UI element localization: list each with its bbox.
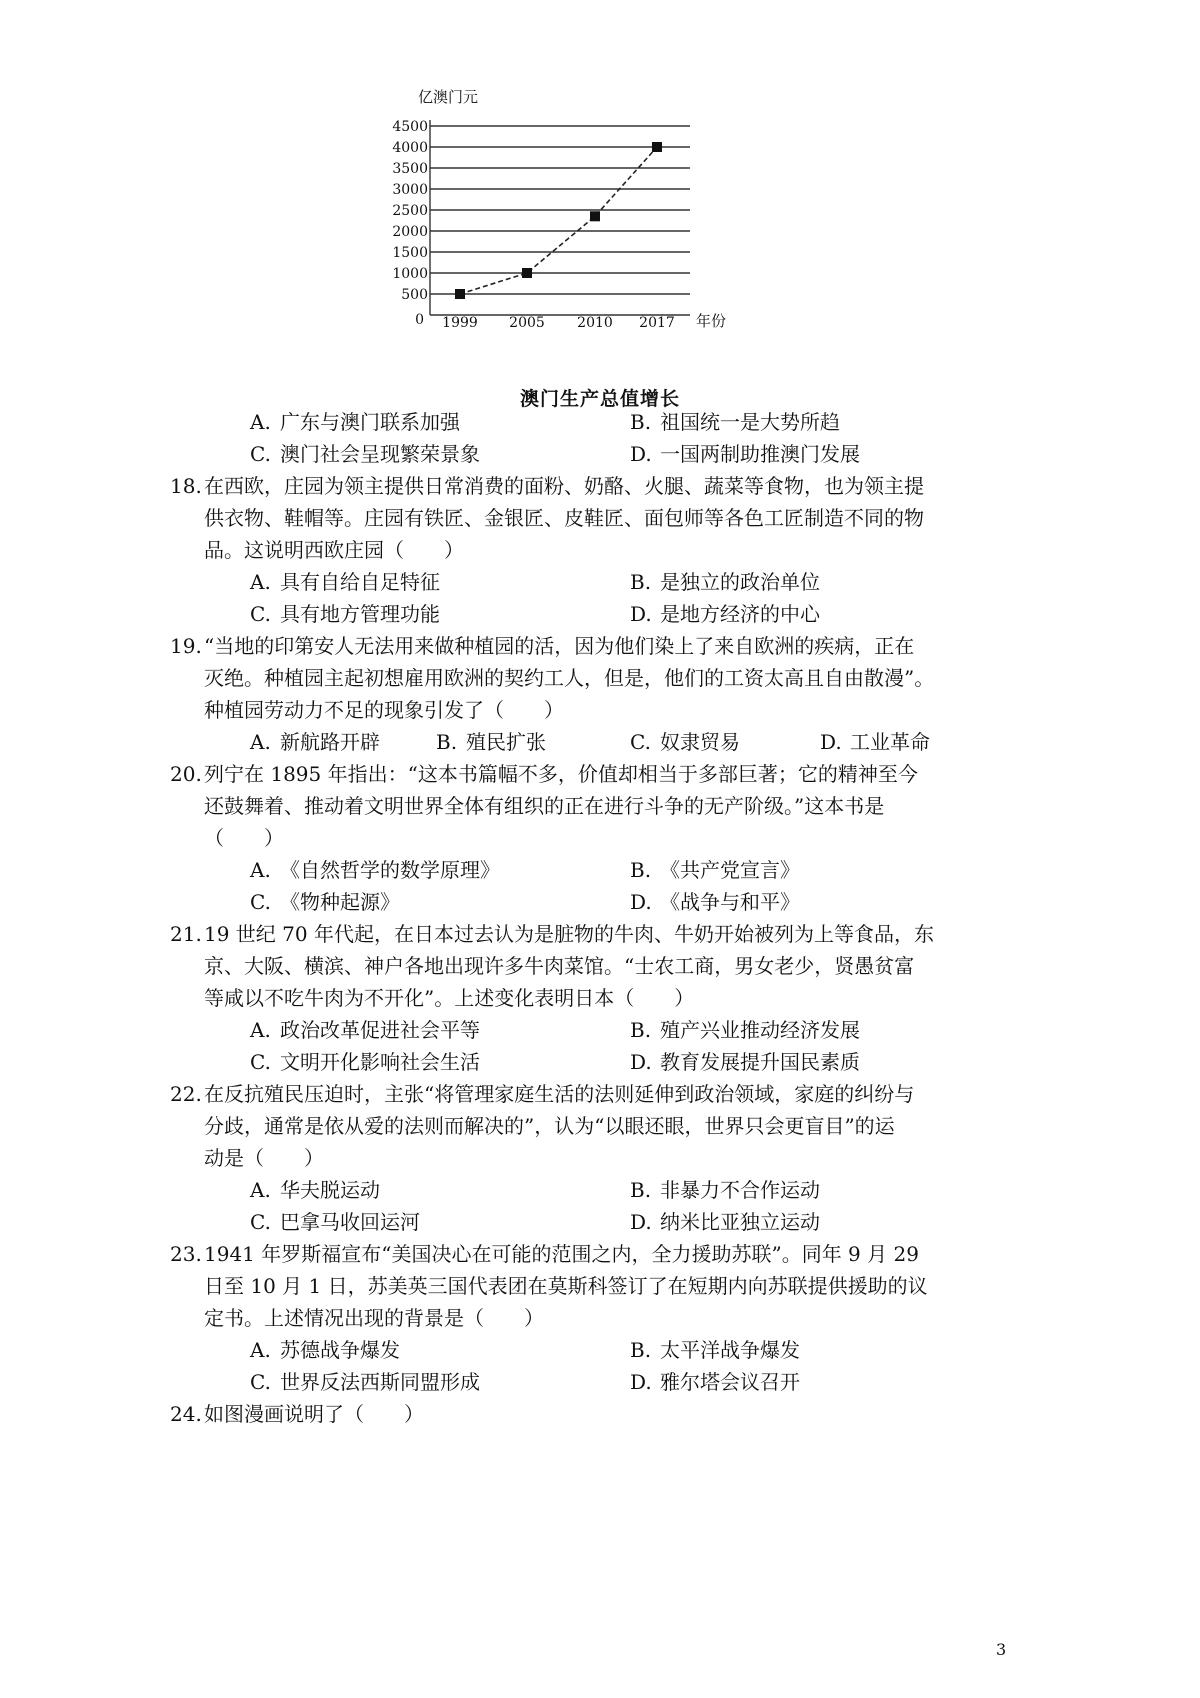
series-line	[460, 147, 657, 294]
q17-option-a: A. 广东与澳门联系加强	[250, 410, 460, 434]
y-tick-label-2500: 2500	[392, 203, 428, 219]
q17-option-c: C. 澳门社会呈现繁荣景象	[250, 442, 480, 466]
x-axis-label: 年份	[696, 312, 727, 330]
y-tick-label-3500: 3500	[392, 161, 428, 177]
question-number: 20.	[170, 762, 202, 786]
data-point-2010	[590, 211, 600, 221]
q21-option-c: C. 文明开化影响社会生活	[250, 1050, 480, 1074]
x-tick-label-1999: 1999	[442, 315, 478, 331]
y-tick-label-1500: 1500	[392, 245, 428, 261]
q23-option-a: A. 苏德战争爆发	[250, 1338, 400, 1362]
q23-option-c: C. 世界反法西斯同盟形成	[250, 1370, 480, 1394]
y-tick-label-4500: 4500	[392, 119, 428, 135]
q18-option-a: A. 具有自给自足特征	[250, 570, 440, 594]
q19-option-d: D. 工业革命	[820, 730, 930, 754]
gdp-line-chart	[392, 86, 800, 366]
q18-option-b: B. 是独立的政治单位	[630, 570, 820, 594]
q23-option-d: D. 雅尔塔会议召开	[630, 1370, 800, 1394]
y-tick-label-500: 500	[401, 287, 428, 303]
q22-option-d: D. 纳米比亚独立运动	[630, 1210, 820, 1234]
q23-option-b: B. 太平洋战争爆发	[630, 1338, 800, 1362]
question-23: 23. 1941 年罗斯福宣布“美国决心在可能的范围之内，全力援助苏联”。同年 9 月 29 日至 10 月 1 日，苏美英三国代表团在莫斯科签订了在短期内向苏联提供援助的议 定书。上述情况出现的背景是（ ）	[204, 1238, 1004, 1334]
question-20: 20. 列宁在 1895 年指出：“这本书篇幅不多，价值却相当于多部巨著；它的精神至今 还鼓舞着、推动着文明世界全体有组织的正在进行斗争的无产阶级。”这本书是 （ ）	[204, 758, 1004, 854]
chart-title: 澳门生产总值增长	[519, 388, 680, 410]
question-number: 18.	[170, 474, 202, 498]
data-point-2017	[652, 142, 662, 152]
q17-option-d: D. 一国两制助推澳门发展	[630, 442, 860, 466]
q17-option-b: B. 祖国统一是大势所趋	[630, 410, 840, 434]
question-22: 22. 在反抗殖民压迫时，主张“将管理家庭生活的法则延伸到政治领域，家庭的纠纷与 分歧，通常是依从爱的法则而解决的”，认为“以眼还眼，世界只会更盲目”的运 动是（ ）	[204, 1078, 1004, 1174]
q21-option-b: B. 殖产兴业推动经济发展	[630, 1018, 860, 1042]
question-19: 19. “当地的印第安人无法用来做种植园的活，因为他们染上了来自欧洲的疾病，正在 灭绝。种植园主起初想雇用欧洲的契约工人，但是，他们的工资太高且自由散漫”。 种植园劳动力不足的现象引发了（ ）	[204, 630, 1004, 726]
q21-option-a: A. 政治改革促进社会平等	[250, 1018, 480, 1042]
question-21: 21. 19 世纪 70 年代起，在日本过去认为是脏物的牛肉、牛奶开始被列为上等食品，东 京、大阪、横滨、神户各地出现许多牛肉菜馆。“士农工商，男女老少，贤愚贫富 等咸以不吃牛肉为不开化”。上述变化表明日本（ ）	[204, 918, 1004, 1014]
q22-option-b: B. 非暴力不合作运动	[630, 1178, 820, 1202]
data-point-1999	[455, 289, 465, 299]
question-number: 24.	[170, 1402, 202, 1426]
origin-label: 0	[415, 312, 424, 328]
page-number: 3	[996, 1640, 1007, 1659]
question-number: 22.	[170, 1082, 202, 1106]
y-tick-label-1000: 1000	[392, 266, 428, 282]
chart-svg	[392, 86, 800, 366]
question-number: 23.	[170, 1242, 202, 1266]
x-tick-label-2005: 2005	[509, 315, 545, 331]
q20-option-c: C. 《物种起源》	[250, 890, 400, 914]
y-axis-label: 亿澳门元	[418, 88, 479, 106]
q22-option-a: A. 华夫脱运动	[250, 1178, 380, 1202]
q18-option-c: C. 具有地方管理功能	[250, 602, 440, 626]
q18-option-d: D. 是地方经济的中心	[630, 602, 820, 626]
question-number: 21.	[170, 922, 202, 946]
question-18: 18. 在西欧，庄园为领主提供日常消费的面粉、奶酪、火腿、蔬菜等食物，也为领主提 供衣物、鞋帽等。庄园有铁匠、金银匠、皮鞋匠、面包师等各色工匠制造不同的物 品。这说明西欧庄园（ ）	[204, 470, 1004, 566]
q19-option-c: C. 奴隶贸易	[630, 730, 740, 754]
y-tick-label-4000: 4000	[392, 140, 428, 156]
q19-option-a: A. 新航路开辟	[250, 730, 380, 754]
q19-option-b: B. 殖民扩张	[436, 730, 546, 754]
q20-option-b: B. 《共产党宣言》	[630, 858, 800, 882]
y-tick-label-2000: 2000	[392, 224, 428, 240]
y-tick-label-3000: 3000	[392, 182, 428, 198]
question-24: 24. 如图漫画说明了（ ）	[204, 1398, 1004, 1430]
x-tick-label-2010: 2010	[577, 315, 613, 331]
q20-option-d: D. 《战争与和平》	[630, 890, 800, 914]
question-number: 19.	[170, 634, 202, 658]
x-tick-label-2017: 2017	[639, 315, 675, 331]
data-point-2005	[522, 268, 532, 278]
q22-option-c: C. 巴拿马收回运河	[250, 1210, 420, 1234]
q21-option-d: D. 教育发展提升国民素质	[630, 1050, 860, 1074]
q20-option-a: A. 《自然哲学的数学原理》	[250, 858, 500, 882]
